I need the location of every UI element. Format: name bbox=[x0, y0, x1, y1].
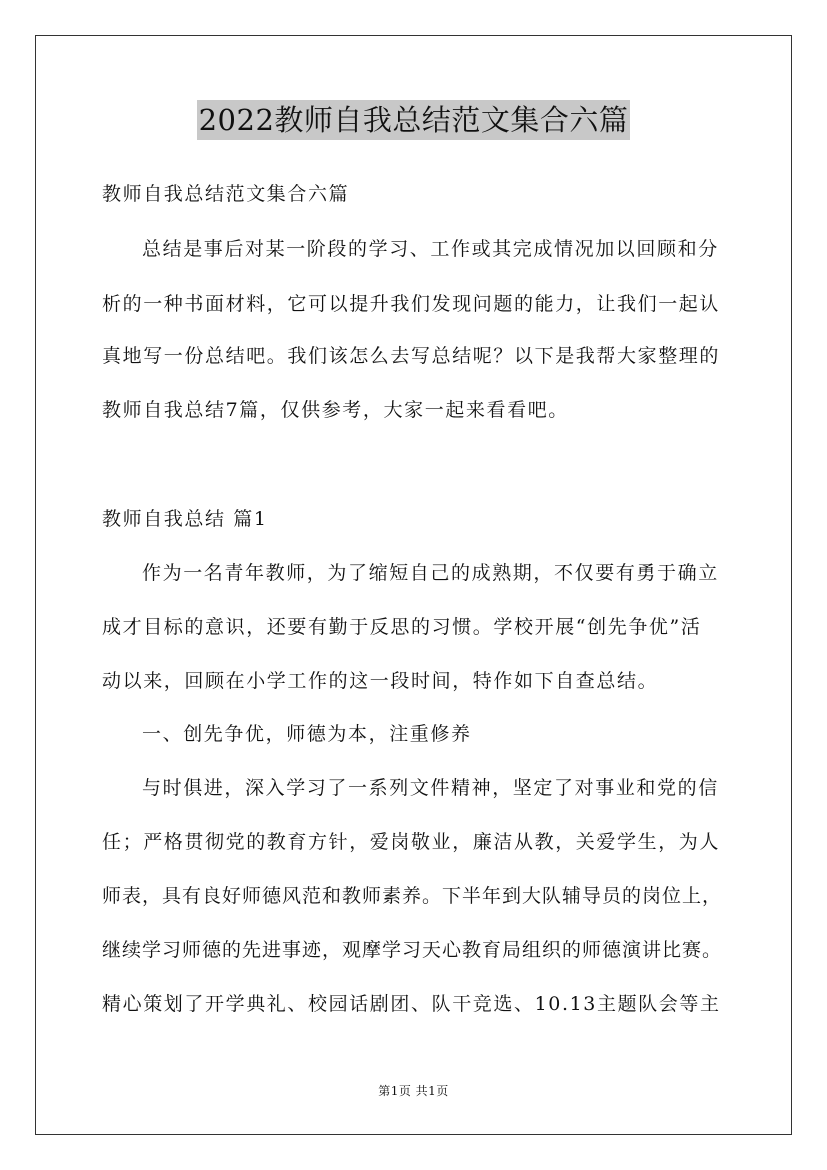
paragraph-line: 真地写一份总结吧。我们该怎么去写总结呢？以下是我帮大家整理的 bbox=[102, 345, 721, 367]
paragraph-line: 与时俱进，深入学习了一系列文件精神，坚定了对事业和党的信 bbox=[142, 777, 719, 799]
section-heading: 教师自我总结 篇1 bbox=[102, 508, 268, 530]
page-number: 第1页 共1页 bbox=[378, 1084, 449, 1098]
subsection-heading: 一、创先争优，师德为本，注重修养 bbox=[142, 723, 472, 745]
paragraph-line: 成才目标的意识，还要有勤于反思的习惯。学校开展“创先争优”活 bbox=[102, 616, 702, 638]
document-title: 2022教师自我总结范文集合六篇 bbox=[197, 100, 631, 140]
paragraph-line: 任；严格贯彻党的教育方针，爱岗敬业，廉洁从教，关爱学生，为人 bbox=[102, 831, 721, 853]
subtitle-line: 教师自我总结范文集合六篇 bbox=[102, 183, 350, 205]
paragraph-line: 总结是事后对某一阶段的学习、工作或其完成情况加以回顾和分 bbox=[142, 238, 719, 260]
paragraph-line: 作为一名青年教师，为了缩短自己的成熟期，不仅要有勇于确立 bbox=[142, 562, 719, 584]
paragraph-line: 教师自我总结7篇，仅供参考，大家一起来看看吧。 bbox=[102, 399, 569, 421]
title-container bbox=[0, 100, 827, 140]
paragraph-line: 动以来，回顾在小学工作的这一段时间，特作如下自查总结。 bbox=[102, 670, 659, 692]
paragraph-line: 析的一种书面材料，它可以提升我们发现问题的能力，让我们一起认 bbox=[102, 293, 721, 315]
paragraph-line: 继续学习师德的先进事迹，观摩学习天心教育局组织的师德演讲比赛。 bbox=[102, 939, 723, 961]
paragraph-line: 精心策划了开学典礼、校园话剧团、队干竞选、10.13主题队会等主 bbox=[102, 993, 721, 1015]
paragraph-line: 师表，具有良好师德风范和教师素养。下半年到大队辅导员的岗位上， bbox=[102, 885, 723, 907]
